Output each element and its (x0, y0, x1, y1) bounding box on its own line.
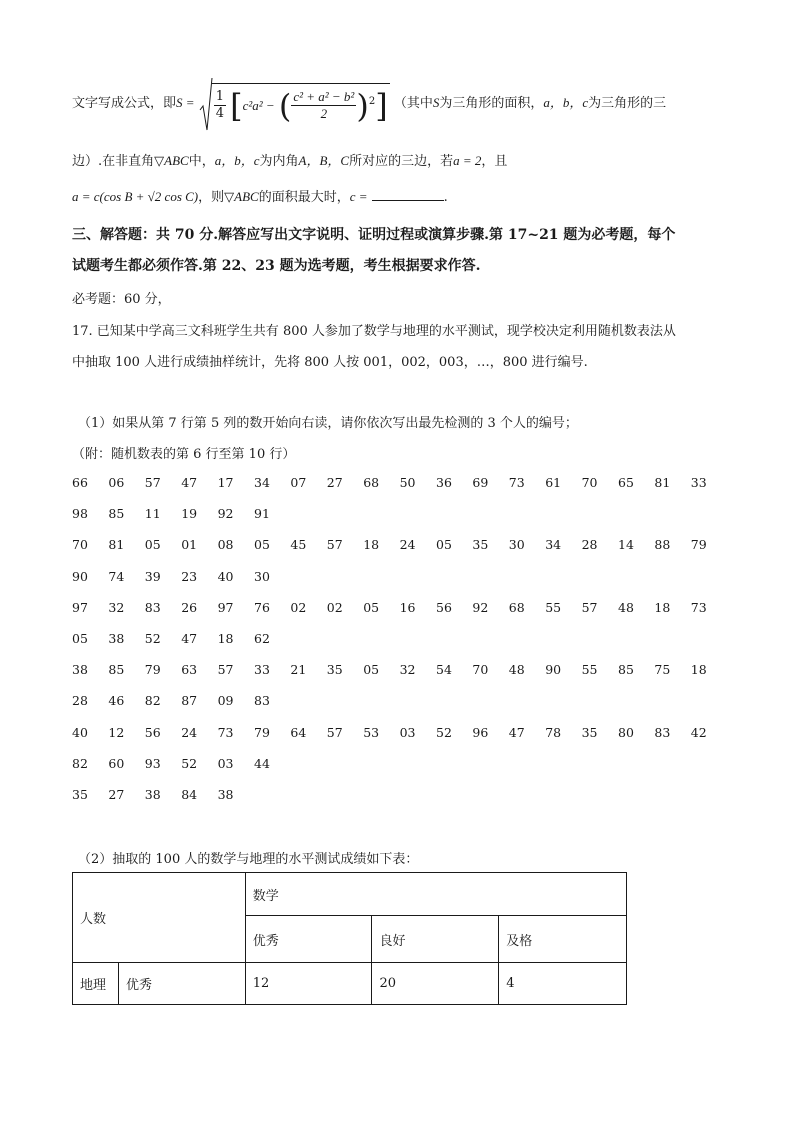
random-number: 24 (181, 724, 198, 740)
random-number: 07 (290, 475, 307, 490)
random-number: 24 (399, 537, 416, 553)
table-row-group: 地理 (73, 963, 119, 1005)
random-number: 87 (181, 693, 198, 709)
random-number: 91 (254, 506, 270, 522)
formula-prefix: 文字写成公式，即 (72, 96, 177, 111)
sqrt-sign-icon (199, 76, 213, 132)
random-number: 53 (363, 724, 380, 740)
random-number: 78 (545, 724, 562, 740)
random-number: 55 (581, 662, 598, 678)
required-label: 必考题：60 分， (72, 292, 171, 307)
random-number: 19 (181, 506, 198, 522)
random-number: 32 (108, 599, 125, 615)
random-number: 54 (436, 662, 452, 678)
random-number: 93 (144, 755, 161, 771)
fraction-inner (291, 89, 356, 122)
q17-line-1: 17. 已知某中学高三文科班学生共有 800 人参加了数学与地理的水平测试，现学校决定利用随机数表法从 (72, 324, 676, 339)
line2-text-1: 边）.在非直角 (72, 154, 155, 169)
random-number: 26 (181, 599, 198, 615)
random-number: 81 (108, 537, 125, 553)
random-number: 39 (144, 568, 161, 584)
random-number: 52 (181, 755, 198, 771)
random-number: 60 (108, 755, 125, 771)
random-number: 83 (144, 599, 161, 615)
random-number: 23 (181, 568, 198, 584)
random-number: 80 (618, 724, 634, 740)
random-number: 18 (363, 537, 380, 553)
random-number: 36 (436, 475, 452, 490)
table-row-label: 优秀 (118, 963, 245, 1005)
q17-note: （附：随机数表的第 6 行至第 10 行） (72, 447, 296, 462)
line3-triangle: ▽ABC (224, 189, 259, 204)
formula-term: c²a² − (242, 97, 275, 113)
line3-text-2: 的面积最大时， (258, 190, 350, 205)
random-number: 48 (618, 599, 634, 615)
random-number: 34 (545, 537, 562, 553)
random-number: 06 (108, 475, 125, 490)
line2-text-4: 所对应的三边，若 (349, 154, 454, 169)
line3-c-eq: c = (349, 189, 368, 204)
random-number: 57 (326, 537, 343, 553)
random-number: 70 (72, 537, 88, 553)
random-number: 64 (290, 724, 307, 740)
formula-S: S = (176, 95, 195, 110)
random-number: 62 (254, 631, 270, 646)
random-number: 28 (72, 693, 88, 709)
random-number: 33 (254, 662, 270, 678)
random-number: 47 (181, 631, 198, 646)
random-number: 82 (72, 755, 88, 771)
answer-blank[interactable] (372, 188, 444, 201)
line3-equation: a = c(cos B + √2 cos C) (72, 189, 199, 204)
random-number: 68 (508, 599, 525, 615)
score-table (72, 872, 627, 1005)
random-number: 68 (363, 475, 380, 490)
random-number: 74 (108, 568, 125, 584)
random-number: 52 (144, 631, 161, 646)
fraction-inner-numerator: c² + a² − b² (293, 89, 355, 104)
problem-line-3 (72, 186, 448, 205)
line2-text-3: 为内角 (259, 154, 299, 169)
formula-abc: a，b，c (543, 95, 589, 110)
random-number: 38 (72, 662, 88, 678)
random-number: 57 (581, 599, 598, 615)
random-number: 48 (508, 662, 525, 678)
random-number: 73 (217, 724, 234, 740)
random-number: 28 (581, 537, 598, 553)
random-number: 70 (581, 475, 598, 490)
random-number: 98 (72, 506, 88, 522)
random-number: 38 (144, 787, 161, 802)
random-number: 85 (108, 506, 125, 522)
table-cell: 12 (245, 963, 372, 1005)
table-col-pass: 及格 (499, 916, 627, 963)
random-number: 05 (72, 631, 88, 646)
random-number: 38 (217, 787, 234, 802)
random-number: 18 (690, 662, 707, 678)
line2-abc: a，b，c (214, 153, 260, 168)
q17-line-2: 中抽取 100 人进行成绩抽样统计，先将 800 人按 001，002，003，…，800 进行编号. (72, 355, 588, 370)
random-number: 30 (254, 568, 270, 584)
line2-condition: a = 2 (453, 153, 482, 168)
line2-text-2: 中， (188, 154, 215, 169)
random-number: 61 (545, 475, 562, 490)
random-number: 05 (144, 537, 161, 553)
random-number: 05 (254, 537, 270, 553)
random-number: 97 (217, 599, 234, 615)
random-number: 55 (545, 599, 562, 615)
random-number: 65 (618, 475, 634, 490)
random-number: 18 (654, 599, 671, 615)
fraction-numerator: 1 (215, 89, 224, 104)
random-number: 44 (254, 755, 270, 771)
random-number: 63 (181, 662, 198, 678)
random-number: 92 (217, 506, 234, 522)
random-number: 66 (72, 475, 88, 490)
random-number: 75 (654, 662, 671, 678)
random-number: 14 (618, 537, 634, 553)
table-col-excellent: 优秀 (245, 916, 372, 963)
random-number: 05 (363, 662, 380, 678)
random-number: 85 (618, 662, 634, 678)
fraction-denominator: 4 (215, 106, 224, 121)
random-number: 01 (181, 537, 198, 553)
random-number: 79 (254, 724, 270, 740)
q17-part-2: （2）抽取的 100 人的数学与地理的水平测试成绩如下表： (78, 852, 419, 867)
random-number: 84 (181, 787, 198, 802)
random-number: 52 (436, 724, 452, 740)
random-number: 73 (690, 599, 707, 615)
random-number: 18 (217, 631, 234, 646)
formula-suffix: （其中 (393, 96, 433, 111)
random-number: 96 (472, 724, 489, 740)
formula-power: 2 (368, 95, 376, 107)
random-number: 33 (690, 475, 707, 490)
random-number: 79 (144, 662, 161, 678)
section-3-line-2: 试题考生都必须作答.第 22、23 题为选考题，考生根据要求作答. (72, 258, 481, 274)
formula-S-var: S (432, 95, 440, 110)
random-number: 02 (326, 599, 343, 615)
fraction-inner-denominator: 2 (320, 106, 328, 121)
random-number: 27 (108, 787, 125, 802)
random-number: 38 (108, 631, 125, 646)
random-number: 17 (217, 475, 234, 490)
random-number: 90 (545, 662, 562, 678)
random-number: 27 (326, 475, 343, 490)
formula-line: 文字写成公式，即S = $\frac{1}{4}$ [c²a² − ( $\frac{\text{c² + a² − b²}}{2}$ )$^2$] （其中S为三角形的面积，a，b，c为三角形的三 (72, 74, 666, 132)
table-col-good: 良好 (372, 916, 499, 963)
random-number: 05 (363, 599, 380, 615)
random-number: 88 (654, 537, 671, 553)
problem-line-2 (72, 150, 507, 169)
random-number: 03 (399, 724, 416, 740)
random-number-table (72, 475, 722, 805)
random-number: 57 (144, 475, 161, 490)
random-number: 42 (690, 724, 707, 740)
random-number: 46 (108, 693, 125, 709)
random-number: 56 (436, 599, 452, 615)
random-number: 35 (581, 724, 598, 740)
random-number: 56 (144, 724, 161, 740)
random-number: 11 (144, 506, 161, 522)
random-number: 82 (144, 693, 161, 709)
line2-angles: A，B，C (298, 153, 350, 168)
random-number: 35 (72, 787, 88, 802)
random-number: 57 (217, 662, 234, 678)
random-number: 34 (254, 475, 270, 490)
table-cell: 20 (372, 963, 499, 1005)
random-number: 47 (508, 724, 525, 740)
random-number: 85 (108, 662, 125, 678)
random-number: 47 (181, 475, 198, 490)
random-number: 21 (290, 662, 307, 678)
random-number: 40 (72, 724, 88, 740)
random-number: 05 (436, 537, 452, 553)
random-number: 45 (290, 537, 307, 553)
random-number: 90 (72, 568, 88, 584)
section-3-line-1: 三、解答题：共 70 分.解答应写出文字说明、证明过程或演算步骤.第 17~21 题为必考题，每个 (72, 227, 676, 243)
random-number: 12 (108, 724, 125, 740)
random-number: 40 (217, 568, 234, 584)
random-number: 69 (472, 475, 489, 490)
random-number: 97 (72, 599, 88, 615)
random-number: 83 (254, 693, 270, 709)
random-number: 30 (508, 537, 525, 553)
line3-text-1: ，则 (198, 190, 225, 205)
table-cell: 4 (499, 963, 627, 1005)
table-math-header: 数学 (245, 873, 626, 916)
random-number: 16 (399, 599, 416, 615)
formula-suffix3: 为三角形的三 (588, 96, 667, 111)
random-number: 50 (399, 475, 416, 490)
random-number: 35 (472, 537, 489, 553)
random-number: 03 (217, 755, 234, 771)
triangle-symbol: ▽ABC (154, 153, 189, 168)
random-number: 92 (472, 599, 489, 615)
random-number: 76 (254, 599, 270, 615)
random-number: 79 (690, 537, 707, 553)
line3-end: . (443, 190, 448, 205)
fraction-one-quarter (214, 89, 226, 122)
random-number: 83 (654, 724, 671, 740)
random-number: 08 (217, 537, 234, 553)
random-number: 09 (217, 693, 234, 709)
random-number: 73 (508, 475, 525, 490)
random-number: 70 (472, 662, 489, 678)
q17-part-1: （1）如果从第 7 行第 5 列的数开始向右读，请你依次写出最先检测的 3 个人的编号； (78, 416, 578, 431)
line2-text-5: ，且 (481, 154, 508, 169)
random-number: 32 (399, 662, 416, 678)
table-corner: 人数 (73, 873, 246, 963)
random-number: 81 (654, 475, 671, 490)
formula-suffix2: 为三角形的面积， (439, 96, 544, 111)
random-number: 57 (326, 724, 343, 740)
random-number: 02 (290, 599, 307, 615)
random-number: 35 (326, 662, 343, 678)
